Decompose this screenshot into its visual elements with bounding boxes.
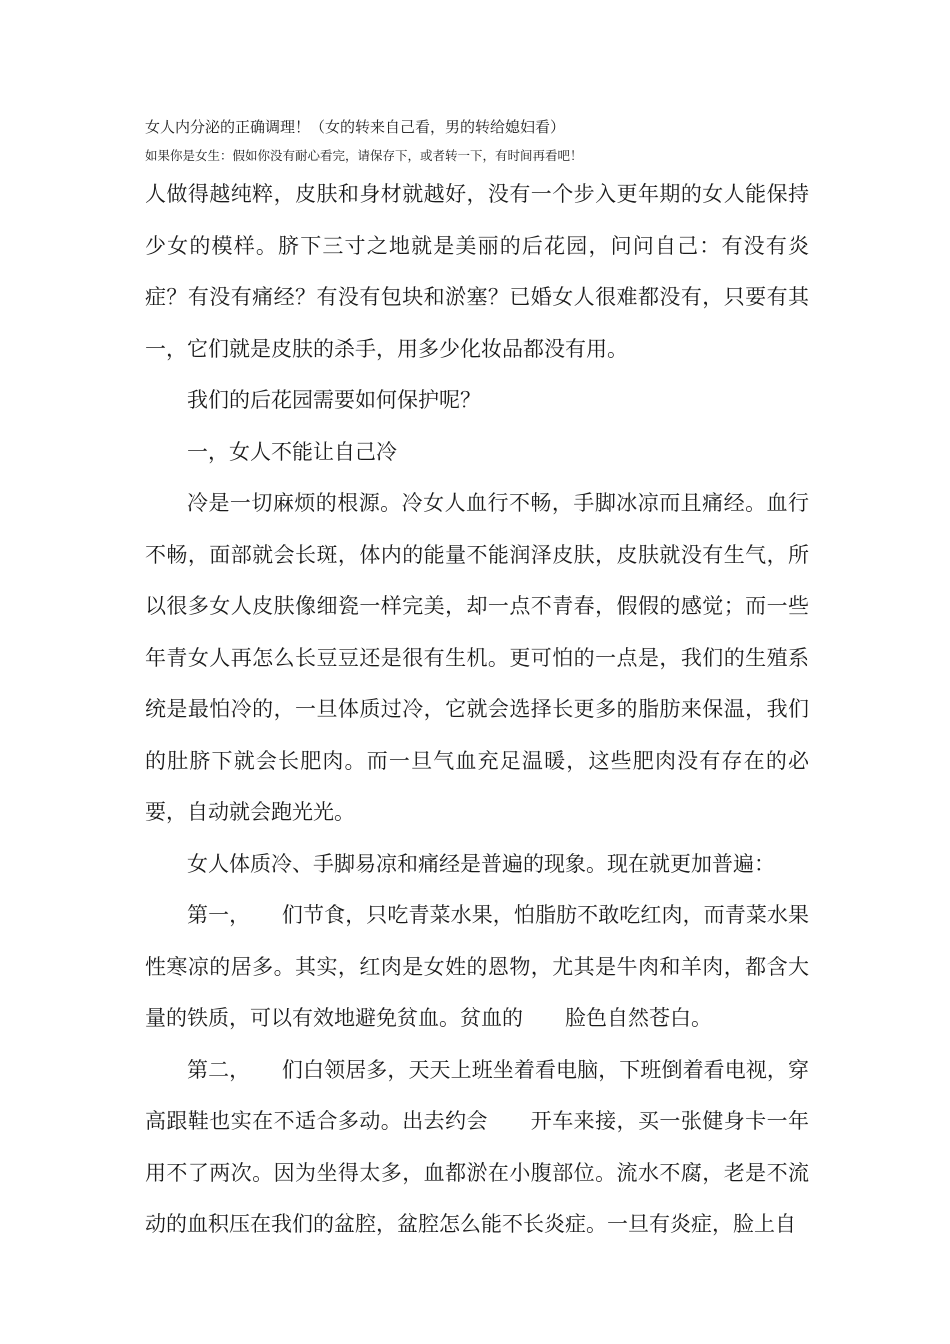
paragraph-intro: 人做得越纯粹，皮肤和身材就越好，没有一个步入更年期的女人能保持少女的模样。脐下三寸之地就是美丽的后花园，问问自己：有没有炎症？有没有痛经？有没有包块和淤塞？已婚女人很难都没有，只要有其一，它们就是皮肤的杀手，用多少化妆品都没有用。 (145, 182, 809, 361)
document-subtitle: 如果你是女生：假如你没有耐心看完，请保存下，或者转一下，有时间再看吧！ (145, 148, 583, 163)
document-title: 女人内分泌的正确调理！（女的转来自己看，男的转给媳妇看） (145, 118, 566, 136)
section-heading-1: 一，女人不能让自己冷 (187, 439, 397, 464)
document-body (145, 169, 809, 1251)
paragraph-common: 女人体质冷、手脚易凉和痛经是普遍的现象。现在就更加普遍： (187, 851, 775, 876)
paragraph-first: 第一， 们节食，只吃青菜水果，怕脂肪不敢吃红肉，而青菜水果性寒凉的居多。其实，红肉是女姓的恩物，尤其是牛肉和羊肉，都含大量的铁质，可以有效地避免贫血。贫血的 脸色自然苍白。 (145, 903, 809, 1030)
paragraph-second: 第二， 们白领居多，天天上班坐着看电脑，下班倒着看电视，穿高跟鞋也实在不适合多动。出去约会 开车来接，买一张健身卡一年用不了两次。因为坐得太多，血都淤在小腹部位。流水不腐，老是不流动的血积压在我们的盆腔，盆腔怎么能不长炎症。一旦有炎症，脸上自 (145, 1057, 809, 1236)
paragraph-question: 我们的后花园需要如何保护呢？ (187, 388, 481, 412)
paragraph-cold: 冷是一切麻烦的根源。冷女人血行不畅，手脚冰凉而且痛经。血行不畅，面部就会长斑，体内的能量不能润泽皮肤，皮肤就没有生气，所以很多女人皮肤像细瓷一样完美，却一点不青春，假假的感觉；而一些年青女人再怎么长豆豆还是很有生机。更可怕的一点是，我们的生殖系统是最怕冷的，一旦体质过冷，它就会选择长更多的脂肪来保温，我们的肚脐下就会长肥肉。而一旦气血充足温暖，这些肥肉没有存在的必要，自动就会跑光光。 (145, 491, 809, 824)
